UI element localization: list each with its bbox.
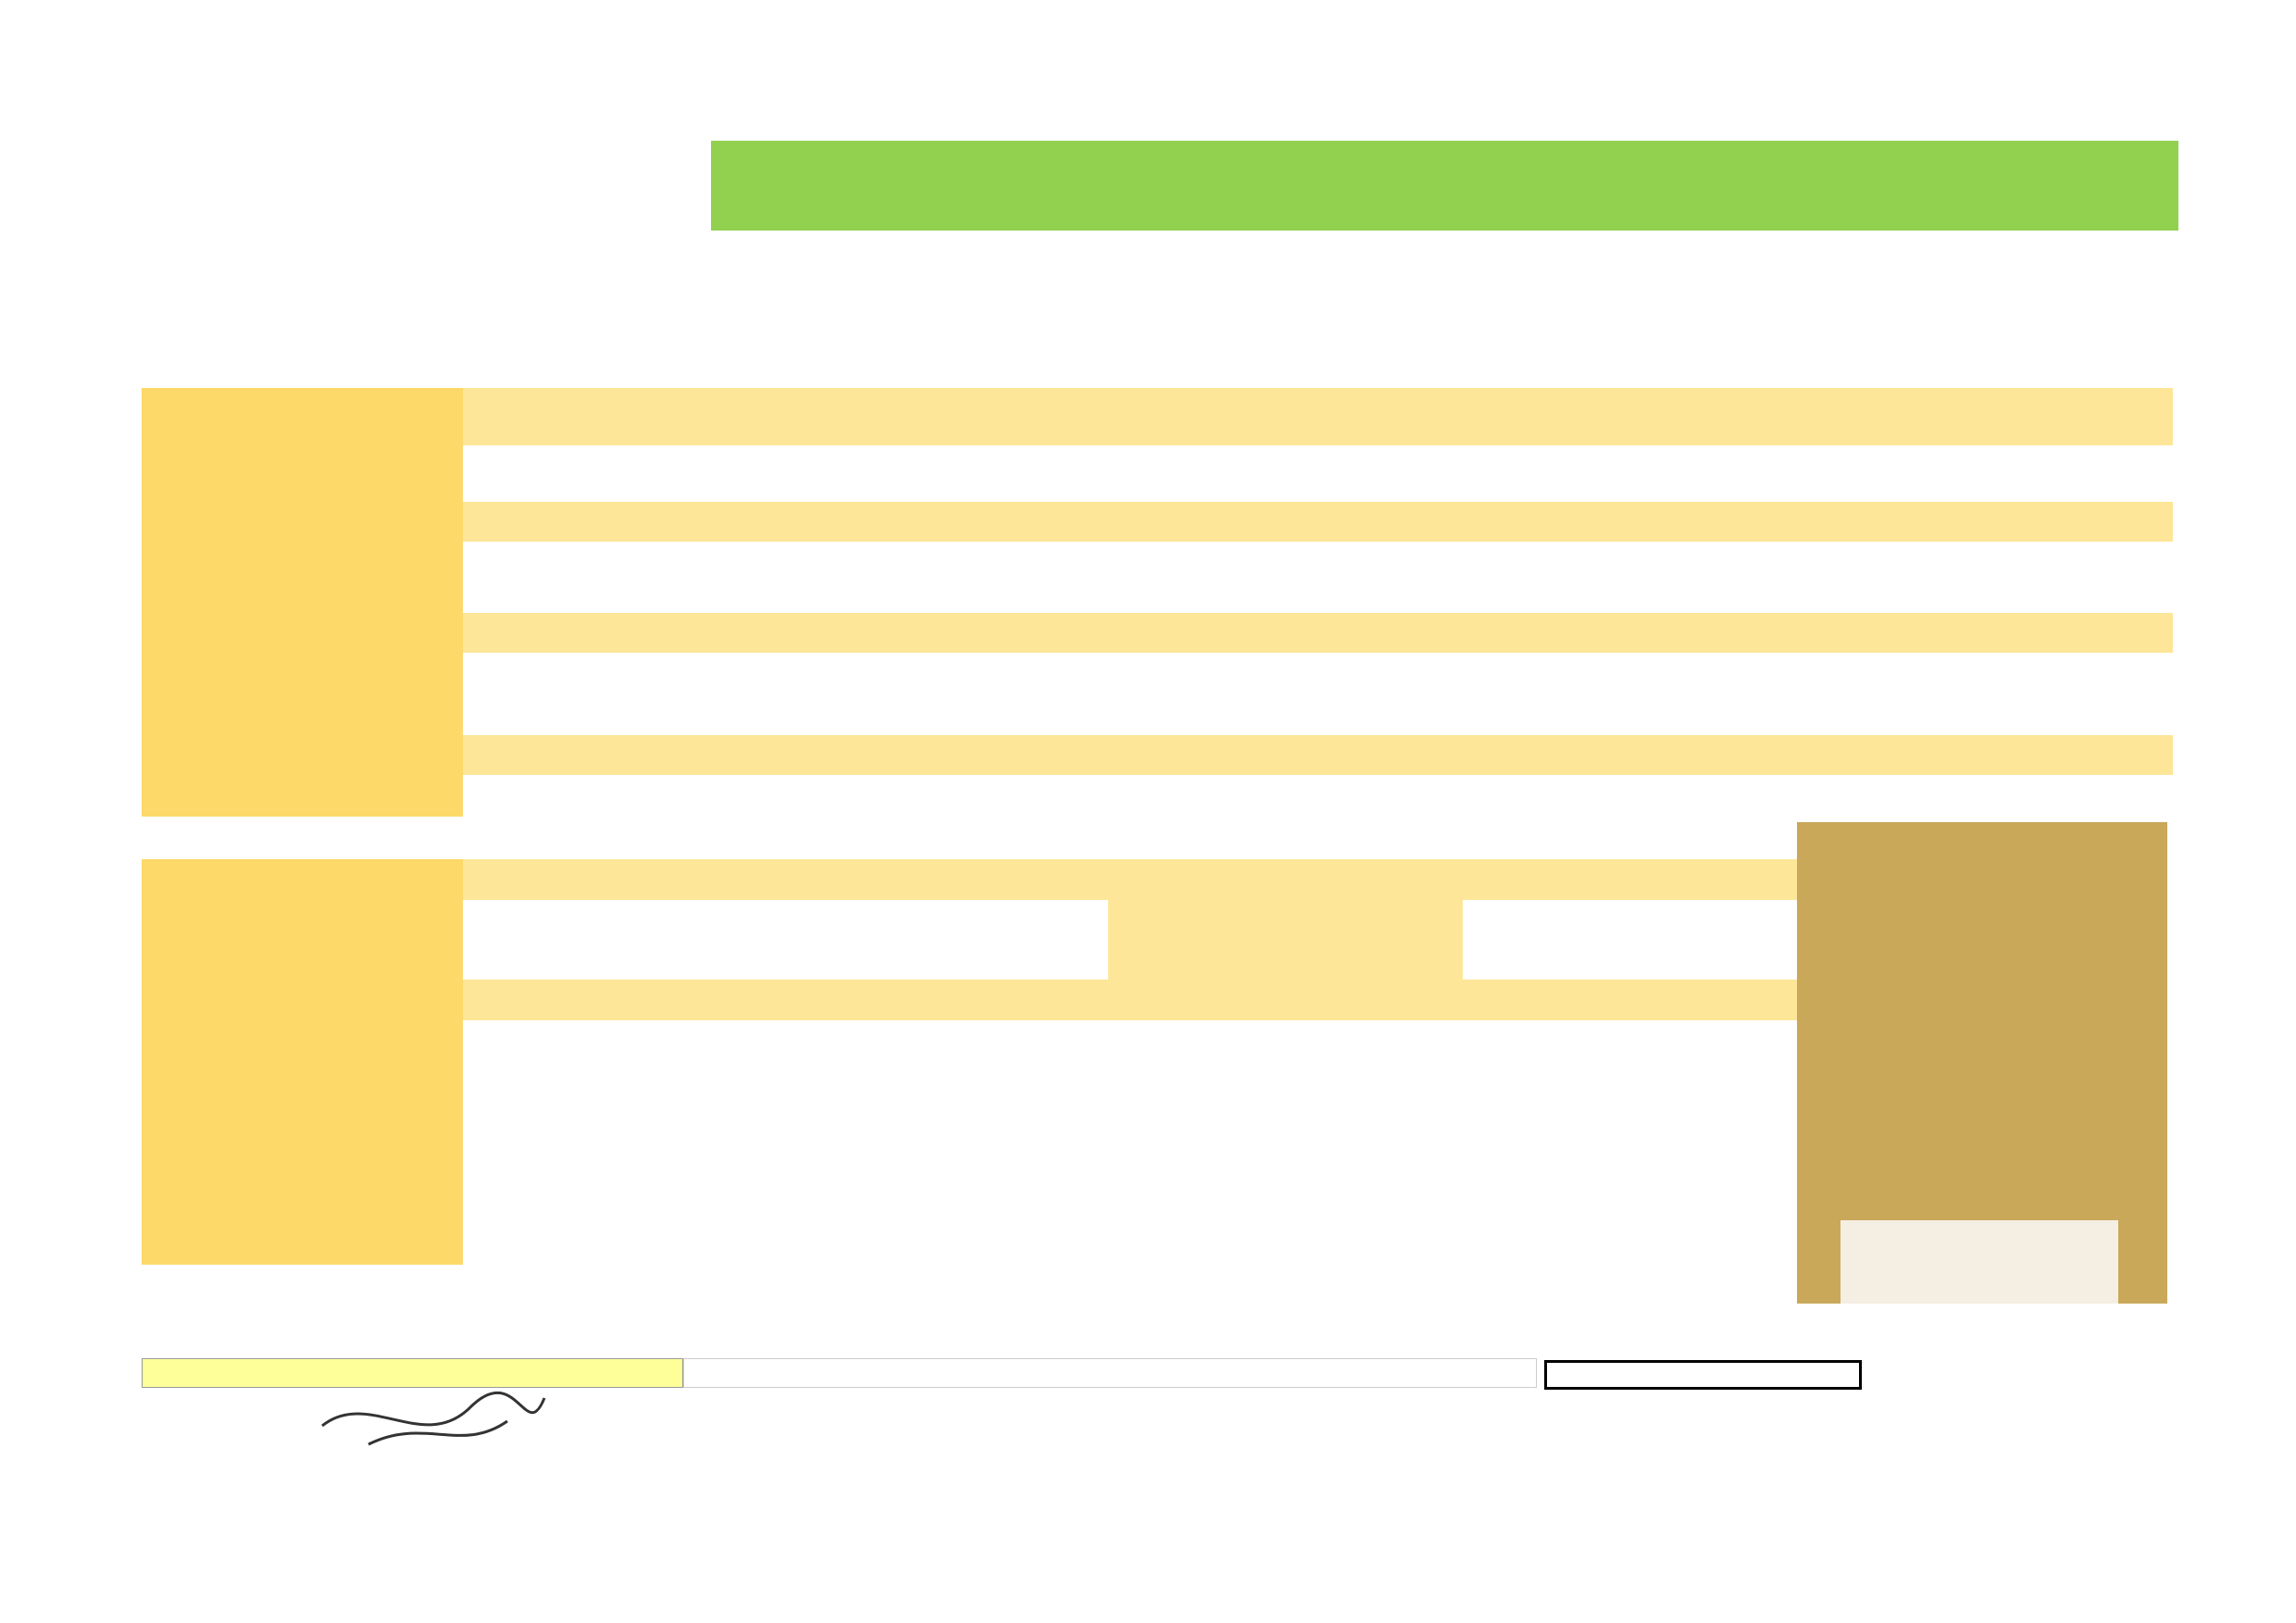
dessert2-cell: [1798, 775, 2173, 817]
entree1-cell: [1463, 388, 1798, 445]
entree1-cell: [1798, 388, 2173, 445]
dessert1-cell: [1463, 735, 1798, 775]
plat2-cell: [785, 1020, 1108, 1061]
entree1-cell: [785, 388, 1108, 445]
entree1-cell: [1108, 859, 1463, 900]
plat2-cell: [1798, 542, 2173, 613]
entree2-cell: [463, 445, 785, 502]
accomp2-cell: [463, 653, 785, 694]
entree1-cell: [463, 859, 785, 900]
dessert2-cell: [463, 775, 785, 817]
plat2-cell: [1108, 542, 1463, 613]
accomp1-cell: [1798, 613, 2173, 653]
laitages-cell: [1463, 694, 1798, 735]
accomp2-cell: [1798, 653, 2173, 694]
entree1-cell: [1108, 388, 1463, 445]
row-header-laitages-soir: [142, 1142, 463, 1183]
accomp2-cell: [1463, 653, 1798, 694]
plat2-cell: [785, 542, 1108, 613]
signature-scribble: [313, 1389, 554, 1454]
entree2-cell: [1463, 445, 1798, 502]
dessert2-cell: [785, 775, 1108, 817]
plat1-cell: [785, 980, 1108, 1020]
day-header: [1798, 299, 2173, 345]
dessert1-cell: [463, 735, 785, 775]
soir-entree2-cell: [463, 900, 785, 980]
plat2-cell: [1463, 542, 1798, 613]
logo-tagline: [146, 261, 720, 298]
stamp-logo: [1797, 822, 2167, 1304]
laitages-cell: [463, 694, 785, 735]
plat1-cell: [463, 980, 785, 1020]
plat2-cell: [1108, 1020, 1463, 1061]
plat1-cell: [463, 502, 785, 542]
day-header: [1463, 299, 1798, 345]
row-header-laitages: [142, 694, 463, 735]
soir-band: [463, 818, 1798, 859]
plat2-cell: [1463, 1020, 1798, 1061]
row-header-plats-soir: [142, 980, 463, 1061]
entree1-cell: [1463, 859, 1798, 900]
row-header-accomp-soir: [142, 1061, 463, 1142]
row-header-entrees-soir: [142, 859, 463, 980]
entree2-cell: [785, 445, 1108, 502]
accomp1-cell: [785, 613, 1108, 653]
row-header-desserts-soir: [142, 1183, 463, 1265]
accomp2-cell: [1108, 653, 1463, 694]
row-header-accomp: [142, 613, 463, 694]
dessert1-cell: [1798, 735, 2173, 775]
laitages-cell: [785, 694, 1108, 735]
day-header: [463, 299, 785, 345]
row-header-entrees: [142, 388, 463, 502]
stamp-sign-board: [1841, 1220, 2118, 1304]
plat1-cell: [1463, 502, 1798, 542]
accomp2-cell: [785, 653, 1108, 694]
soir-entree2-cell: [785, 900, 1108, 980]
laitages-cell: [1798, 694, 2173, 735]
entree2-cell: [1798, 445, 2173, 502]
modifications-note: [683, 1358, 1537, 1388]
page-title: [711, 141, 2178, 231]
plat1-cell: [1108, 980, 1463, 1020]
plat2-cell: [463, 542, 785, 613]
soir-entree2-cell: [1108, 900, 1463, 980]
validated-banner: [142, 1358, 683, 1388]
row-header-plats: [142, 502, 463, 613]
plat1-cell: [1108, 502, 1463, 542]
accomp1-cell: [1108, 613, 1463, 653]
plat1-cell: [785, 502, 1108, 542]
soir-entree2-cell: [1463, 900, 1798, 980]
balanced-menu-box: [1544, 1360, 1862, 1390]
plat1-cell: [1463, 980, 1798, 1020]
accomp1-cell: [463, 613, 785, 653]
midi-band: [463, 345, 2173, 388]
stamp-figure-head: [2082, 975, 2101, 993]
dessert2-cell: [1108, 775, 1463, 817]
plat2-cell: [463, 1020, 785, 1061]
dessert1-cell: [785, 735, 1108, 775]
plat1-cell: [1798, 502, 2173, 542]
dessert2-cell: [1463, 775, 1798, 817]
accomp1-cell: [1463, 613, 1798, 653]
laitages-cell: [1108, 694, 1463, 735]
dessert1-cell: [1108, 735, 1463, 775]
mfr-logo-figure-body: [569, 185, 648, 257]
row-header-desserts: [142, 735, 463, 817]
mfr-stamp: [1797, 822, 2167, 1304]
entree1-cell: [785, 859, 1108, 900]
mfr-logo-figure-head: [592, 148, 621, 178]
mfr-logo: [185, 128, 667, 267]
day-header: [1108, 299, 1463, 345]
day-header: [785, 299, 1108, 345]
entree2-cell: [1108, 445, 1463, 502]
entree1-cell: [463, 388, 785, 445]
